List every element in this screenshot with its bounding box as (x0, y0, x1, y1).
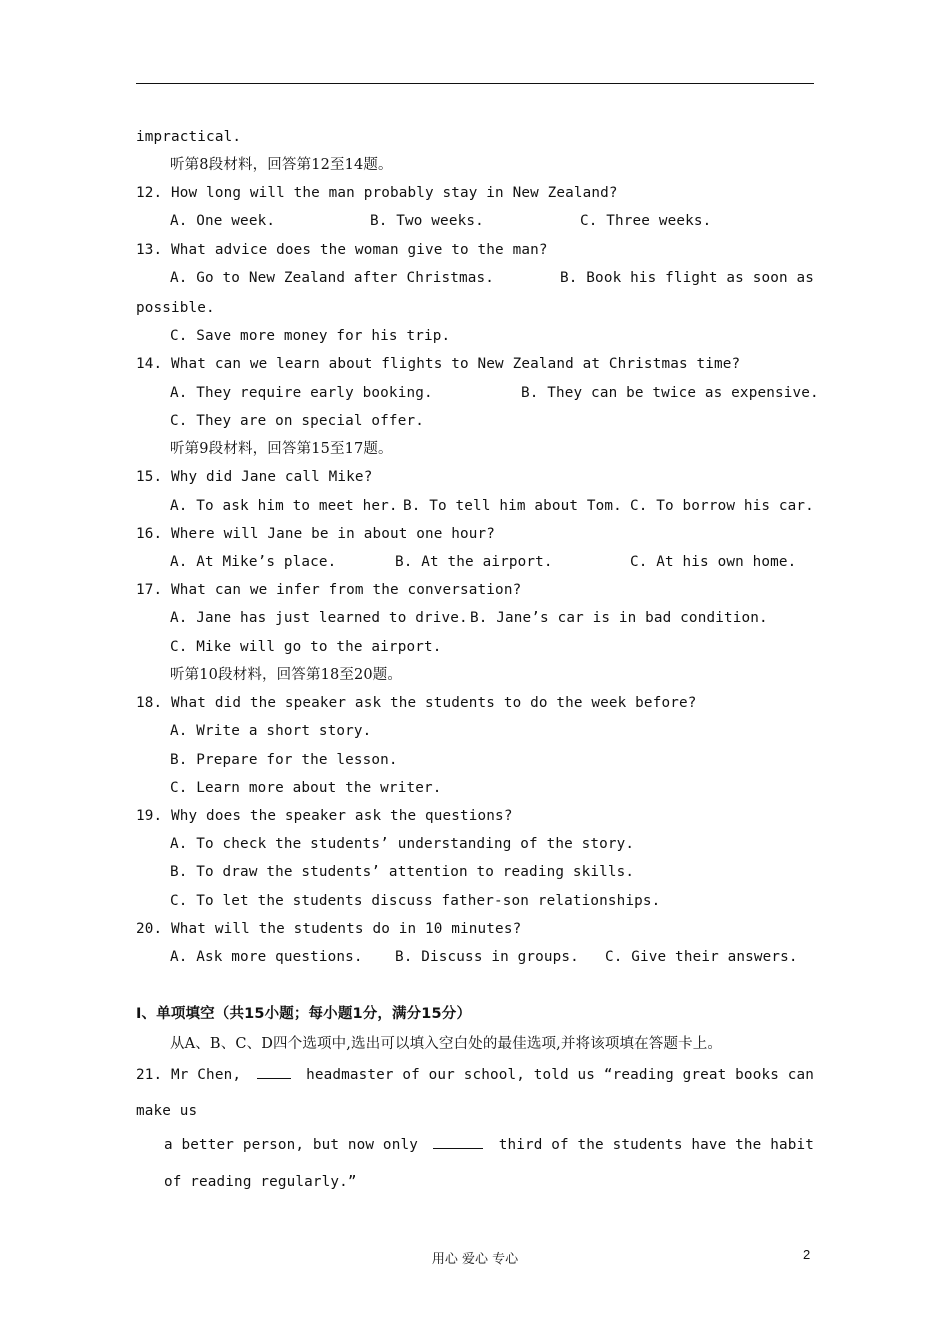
question-21-line-2: make us (136, 1103, 198, 1119)
q14-option-c: C. They are on special offer. (170, 413, 424, 429)
q12-option-c: C. Three weeks. (580, 213, 712, 229)
question-14: 14. What can we learn about flights to New Zealand at Christmas time? (136, 356, 741, 372)
q14-option-a: A. They require early booking. (170, 385, 433, 401)
question-21-line-1 (136, 1066, 814, 1084)
q13-option-c: C. Save more money for his trip. (170, 328, 451, 344)
q13-options-ab (170, 269, 814, 287)
q13-option-b: B. Book his flight as soon as (560, 270, 814, 286)
question-13: 13. What advice does the woman give to the man? (136, 242, 548, 258)
line-impractical: impractical. (136, 129, 242, 145)
answer-blank (433, 1136, 483, 1149)
q20-option-b: B. Discuss in groups. (395, 949, 579, 965)
q21-line-3-part-1: a better person, but now only (164, 1137, 418, 1153)
q12-option-a: A. One week. (170, 213, 276, 229)
section-heading: I、单项填空（共15小题；每小题1分，满分15分） (136, 1006, 472, 1022)
q17-option-b: B. Jane’s car is in bad condition. (470, 610, 768, 626)
q17-option-a: A. Jane has just learned to drive. (170, 610, 468, 626)
q15-option-b: B. To tell him about Tom. (403, 498, 622, 514)
q19-option-a: A. To check the students’ understanding of the story. (170, 836, 635, 852)
q21-part-2: headmaster of our school, told us “reading great books can (306, 1067, 814, 1083)
header-rule (136, 83, 814, 84)
q13-option-b-continued: possible. (136, 300, 215, 316)
q15-option-c: C. To borrow his car. (630, 498, 814, 514)
q19-option-c: C. To let the students discuss father-son relationships. (170, 893, 661, 909)
q18-option-b: B. Prepare for the lesson. (170, 752, 398, 768)
q19-option-b: B. To draw the students’ attention to reading skills. (170, 864, 635, 880)
question-21-line-4: of reading regularly.” (164, 1174, 357, 1190)
q20-option-c: C. Give their answers. (605, 949, 798, 965)
q21-part-1: 21. Mr Chen, (136, 1067, 242, 1083)
q15-option-a: A. To ask him to meet her. (170, 498, 398, 514)
q16-option-b: B. At the airport. (395, 554, 553, 570)
section-8-instruction: 听第8段材料，回答第12至14题。 (170, 157, 393, 173)
q18-option-c: C. Learn more about the writer. (170, 780, 442, 796)
question-21-line-3 (164, 1136, 814, 1154)
q18-option-a: A. Write a short story. (170, 723, 372, 739)
q20-option-a: A. Ask more questions. (170, 949, 363, 965)
question-20: 20. What will the students do in 10 minutes? (136, 921, 522, 937)
q13-option-a: A. Go to New Zealand after Christmas. (170, 270, 495, 286)
question-17: 17. What can we infer from the conversation? (136, 582, 522, 598)
q14-option-b: B. They can be twice as expensive. (521, 385, 819, 401)
section-9-instruction: 听第9段材料，回答第15至17题。 (170, 441, 393, 457)
q17-option-c: C. Mike will go to the airport. (170, 639, 442, 655)
section-10-instruction: 听第10段材料，回答第18至20题。 (170, 667, 403, 683)
question-19: 19. Why does the speaker ask the questions? (136, 808, 513, 824)
q21-line-3-part-2: third of the students have the habit (498, 1137, 814, 1153)
question-16: 16. Where will Jane be in about one hour? (136, 526, 496, 542)
q16-option-c: C. At his own home. (630, 554, 797, 570)
q16-option-a: A. At Mike’s place. (170, 554, 337, 570)
section-instruction: 从A、B、C、D四个选项中,选出可以填入空白处的最佳选项,并将该项填在答题卡上。 (170, 1036, 723, 1052)
question-18: 18. What did the speaker ask the students to do the week before? (136, 695, 697, 711)
page-footer: 用心 爱心 专心 (431, 1252, 519, 1267)
page-number: 2 (803, 1247, 811, 1262)
question-15: 15. Why did Jane call Mike? (136, 469, 373, 485)
question-12: 12. How long will the man probably stay in New Zealand? (136, 185, 618, 201)
q12-option-b: B. Two weeks. (370, 213, 484, 229)
answer-blank (257, 1066, 291, 1079)
